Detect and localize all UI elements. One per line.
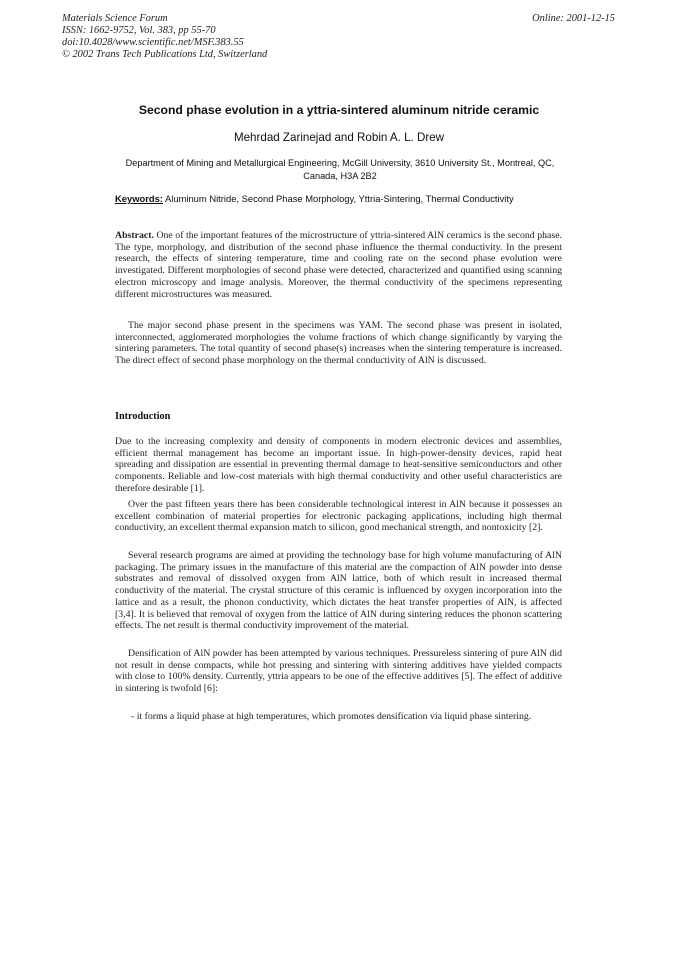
- online-date: Online: 2001-12-15: [532, 13, 615, 24]
- paper-authors: Mehrdad Zarinejad and Robin A. L. Drew: [233, 131, 445, 144]
- introduction-paragraph-1: Due to the increasing complexity and density of components in modern electronic devices and assemblies, efficient thermal management has become an important issue. In high-power-density devices, rapid heat spreading and dissipation are essential in preventing thermal damage to heat-sensitive semiconductors and other components. Reliable and low-cost materials with high thermal conductivity and other useful characteristics are therefore desirable [1].: [115, 436, 562, 494]
- introduction-bullet-1: - it forms a liquid phase at high temperatures, which promotes densification via liquid phase sintering.: [131, 711, 532, 722]
- keywords-list: Aluminum Nitride, Second Phase Morphology, Yttria-Sintering, Thermal Conductivity: [165, 193, 514, 204]
- keywords-line: [115, 193, 575, 204]
- paper-title: Second phase evolution in a yttria-sintered aluminum nitride ceramic: [138, 103, 540, 117]
- abstract-text-1: One of the important features of the microstructure of yttria-sintered AlN ceramics is the second phase. The type, morphology, and distribution of the second phase influence the thermal conductivity. In the present research, the effects of sintering temperature, time and cooling rate on the second phase evolution were investigated. Different morphologies of second phase were detected, characterized and quantified using scanning electron microscopy and image analysis. Moreover, the thermal conductivity of the specimens representing different microstructures was measured.: [115, 230, 562, 300]
- abstract-paragraph-1: [115, 230, 562, 300]
- publication-info: [62, 13, 267, 61]
- introduction-paragraph-3: Several research programs are aimed at providing the technology base for high volume manufacturing of AlN packaging. The primary issues in the manufacture of this material are the compaction of AlN powder into dense substrates and removal of dissolved oxygen from AlN lattice, both of which result in increased thermal conductivity of the material. The crystal structure of this ceramic is influenced by oxygen incorporation into the lattice and as a result, the phonon conductivity, which dictates the heat transfer properties of AlN, is affected [3,4]. It is believed that removal of oxygen from the lattice of AlN during sintering reduces the phonon scattering effects. The net result is thermal conductivity improvement of the material.: [115, 550, 562, 632]
- introduction-paragraph-4: Densification of AlN powder has been attempted by various techniques. Pressureless sintering of pure AlN did not result in dense compacts, while hot pressing and sintering with sintering additives have yielded compacts with close to 100% density. Currently, yttria appears to be one of the effective additives [5]. The effect of additive in sintering is twofold [6]:: [115, 648, 562, 695]
- abstract-label: Abstract.: [115, 230, 154, 241]
- keywords-label: Keywords:: [115, 193, 163, 204]
- paper-affiliation: Department of Mining and Metallurgical Engineering, McGill University, 3610 University St., Montreal, QC, Canada, H3A 2B2: [125, 158, 555, 181]
- abstract-paragraph-2: The major second phase present in the specimens was YAM. The second phase was present in isolated, interconnected, agglomerated morphologies the volume fractions of which change significantly by varying the sintering parameters. The total quantity of second phase(s) increases when the sintering temperature is increased. The direct effect of second phase morphology on the thermal conductivity of AlN is discussed.: [115, 320, 562, 367]
- journal-name: Materials Science Forum: [62, 13, 168, 24]
- issn-line: ISSN: 1662-9752, Vol. 383, pp 55-70: [62, 25, 216, 36]
- doi-line: doi:10.4028/www.scientific.net/MSF.383.55: [62, 37, 244, 48]
- introduction-heading: Introduction: [115, 411, 171, 422]
- introduction-paragraph-2: Over the past fifteen years there has been considerable technological interest in AlN because it possesses an excellent combination of material properties for electronic packaging applications, including high thermal conductivity, an excellent thermal expansion match to silicon, good mechanical strength, and nontoxicity [2].: [115, 499, 562, 534]
- copyright-line: © 2002 Trans Tech Publications Ltd, Switzerland: [62, 49, 268, 60]
